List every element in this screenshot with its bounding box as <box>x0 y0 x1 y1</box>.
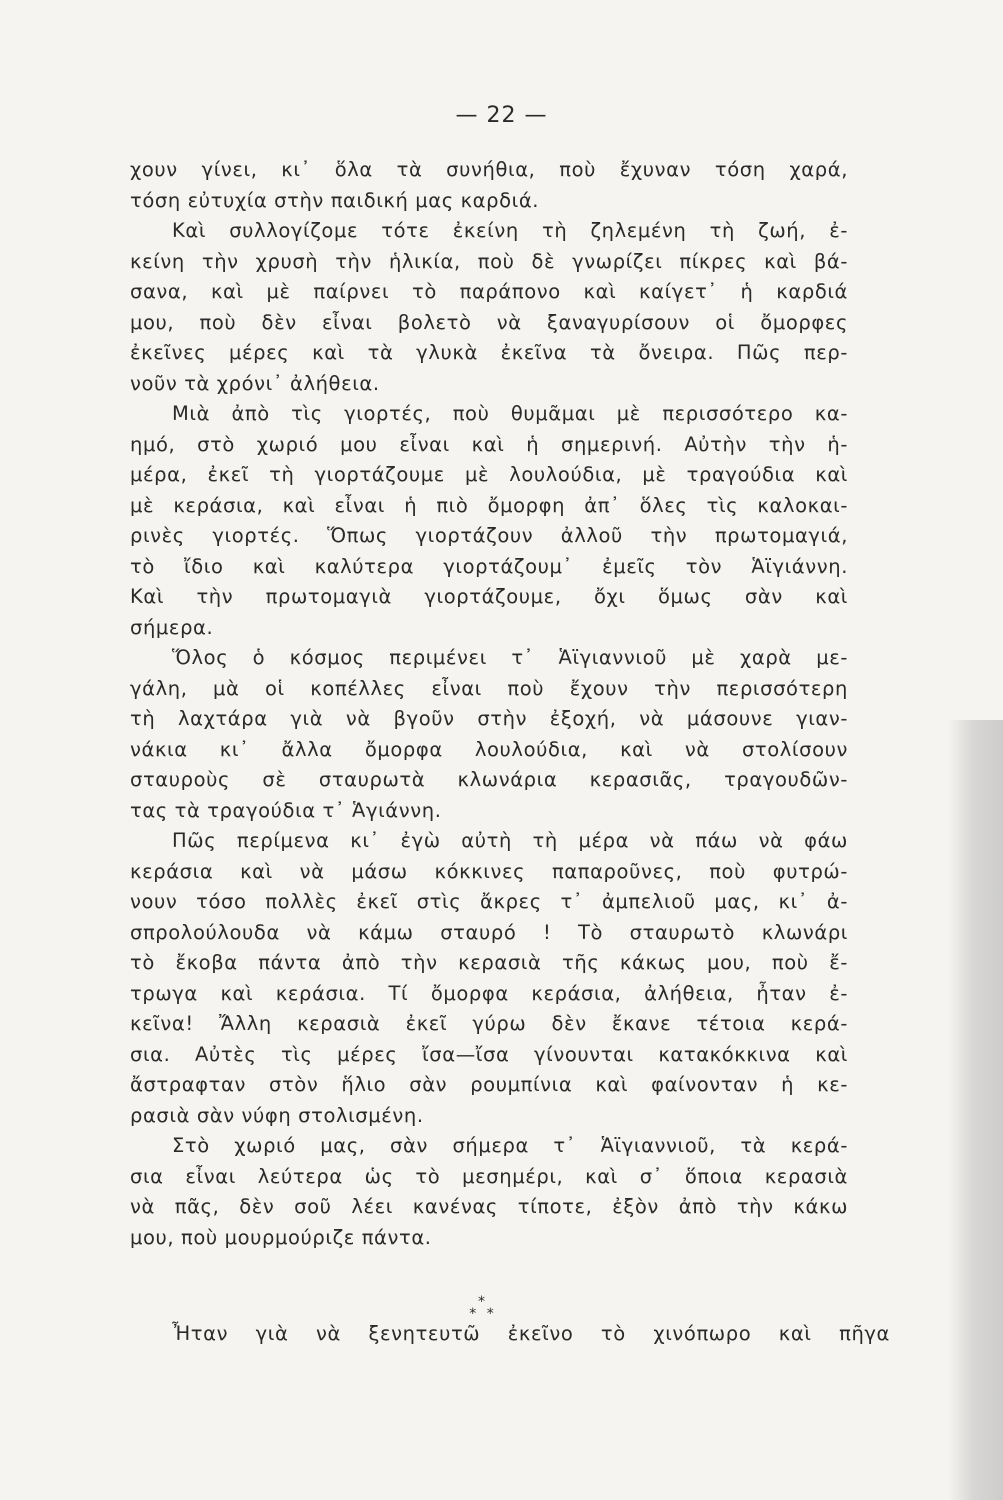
text-line: ημό, στὸ χωριό μου εἶναι καὶ ἡ σημερινή. Αὐτὴν τὴν ἡ- <box>130 432 848 456</box>
text-line: σήμερα. <box>130 615 214 639</box>
text-line: τὴ λαχτάρα γιὰ νὰ βγοῦν στὴν ἐξοχή, νὰ μάσουνε γιαν- <box>130 707 848 730</box>
text-line: μου, ποὺ μουρμούριζε πάντα. <box>130 1225 432 1249</box>
text-line: σταυροὺς σὲ σταυρωτὰ κλωνάρια κερασιᾶς, τραγουδῶν- <box>130 768 848 791</box>
text-line: νουν τόσο πολλὲς ἐκεῖ στὶς ἄκρες τ᾿ ἀμπελιοῦ μας, κι᾿ ἀ- <box>130 890 848 913</box>
text-line: τας τὰ τραγούδια τ᾿ Ἁγιάννη. <box>130 798 442 822</box>
text-line: κεῖνα! Ἄλλη κερασιὰ ἐκεῖ γύρω δὲν ἔκανε τέτοια κερά- <box>130 1012 848 1035</box>
text-line: ρασιὰ σὰν νύφη στολισμένη. <box>130 1103 424 1127</box>
text-line: Πῶς περίμενα κι᾿ ἐγὼ αὐτὴ τὴ μέρα νὰ πάω νὰ φάω <box>172 829 848 852</box>
text-line: Στὸ χωριό μας, σὰν σήμερα τ᾿ Ἁϊγιαννιοῦ, τὰ κερά- <box>172 1134 848 1157</box>
text-line: τὸ ἔκοβα πάντα ἀπὸ τὴν κερασιὰ τῆς κάκως μου, ποὺ ἔ- <box>130 951 848 974</box>
text-line: κεράσια καὶ νὰ μάσω κόκκινες παπαροῦνες, ποὺ φυτρώ- <box>130 859 848 883</box>
asterism-top: * <box>478 1294 488 1310</box>
text-line: μέρα, ἐκεῖ τὴ γιορτάζουμε μὲ λουλούδια, μὲ τραγούδια καὶ <box>130 463 848 486</box>
text-line: κείνη τὴν χρυσὴ τὴν ἡλικία, ποὺ δὲ γνωρίζει πίκρες καὶ βά- <box>130 249 848 273</box>
text-line: τὸ ἴδιο καὶ καλύτερα γιορτάζουμ᾿ ἐμεῖς τὸν Ἁϊγιάννη. <box>130 554 848 578</box>
text-line: τρωγα καὶ κεράσια. Τί ὄμορφα κεράσια, ἀλήθεια, ἦταν ἐ- <box>130 981 848 1005</box>
text-line: σανα, καὶ μὲ παίρνει τὸ παράπονο καὶ καίγετ᾿ ἡ καρδιά <box>130 280 848 303</box>
text-line: Καὶ τὴν πρωτομαγιὰ γιορτάζουμε, ὄχι ὅμως σὰν καὶ <box>130 585 848 608</box>
text-line: μὲ κεράσια, καὶ εἶναι ἡ πιὸ ὄμορφη ἀπ᾿ ὅλες τὶς καλοκαι- <box>130 493 848 517</box>
text-line: σπρολούλουδα νὰ κάμω σταυρό ! Τὸ σταυρωτὸ κλωνάρι <box>130 920 848 944</box>
text-line: γάλη, μὰ οἱ κοπέλλες εἶναι ποὺ ἔχουν τὴν περισσότερη <box>130 676 848 700</box>
text-line: χουν γίνει, κι᾿ ὅλα τὰ συνήθια, ποὺ ἔχυναν τόση χαρά, <box>130 158 848 181</box>
text-line: σια εἶναι λεύτερα ὡς τὸ μεσημέρι, καὶ σ᾿ ὅποια κερασιὰ <box>130 1164 848 1188</box>
text-line: νάκια κι᾿ ἄλλα ὄμορφα λουλούδια, καὶ νὰ στολίσουν <box>130 737 848 761</box>
asterism-bottom: * * <box>469 1306 497 1322</box>
text-line: ἄστραφταν στὸν ἥλιο σὰν ρουμπίνια καὶ φαίνονταν ἡ κε- <box>130 1073 848 1096</box>
text-line: νὰ πᾶς, δὲν σοῦ λέει κανένας τίποτε, ἐξὸν ἀπὸ τὴν κάκω <box>130 1195 848 1218</box>
text-line: τόση εὐτυχία στὴν παιδική μας καρδιά. <box>130 188 540 212</box>
text-line: ρινὲς γιορτές. Ὅπως γιορτάζουν ἀλλοῦ τὴν πρωτομαγιά, <box>130 524 848 547</box>
text-line: νοῦν τὰ χρόνι᾿ ἀλήθεια. <box>130 371 380 395</box>
section-break-asterism <box>458 1296 508 1320</box>
text-line: Ὅλος ὁ κόσμος περιμένει τ᾿ Ἁϊγιαννιοῦ μὲ χαρὰ με- <box>172 646 848 669</box>
text-line: μου, ποὺ δὲν εἶναι βολετὸ νὰ ξαναγυρίσουν οἱ ὄμορφες <box>130 310 848 334</box>
page-number: — 22 — <box>455 103 548 128</box>
text-line: Καὶ συλλογίζομε τότε ἐκείνη τὴ ζηλεμένη τὴ ζωή, ἐ- <box>172 219 848 242</box>
body-text <box>130 155 848 1253</box>
text-line: Μιὰ ἀπὸ τὶς γιορτές, ποὺ θυμᾶμαι μὲ περισσότερο κα- <box>172 402 848 425</box>
closing-line: Ἦταν γιὰ νὰ ξενητευτῶ ἐκεῖνο τὸ χινόπωρο καὶ πῆγα <box>172 1322 890 1345</box>
binding-shadow <box>948 720 1003 1500</box>
text-line: σια. Αὐτὲς τὶς μέρες ἴσα—ἴσα γίνουνται κατακόκκινα καὶ <box>130 1042 848 1066</box>
text-line: ἐκεῖνες μέρες καὶ τὰ γλυκὰ ἐκεῖνα τὰ ὄνειρα. Πῶς περ- <box>130 341 848 364</box>
